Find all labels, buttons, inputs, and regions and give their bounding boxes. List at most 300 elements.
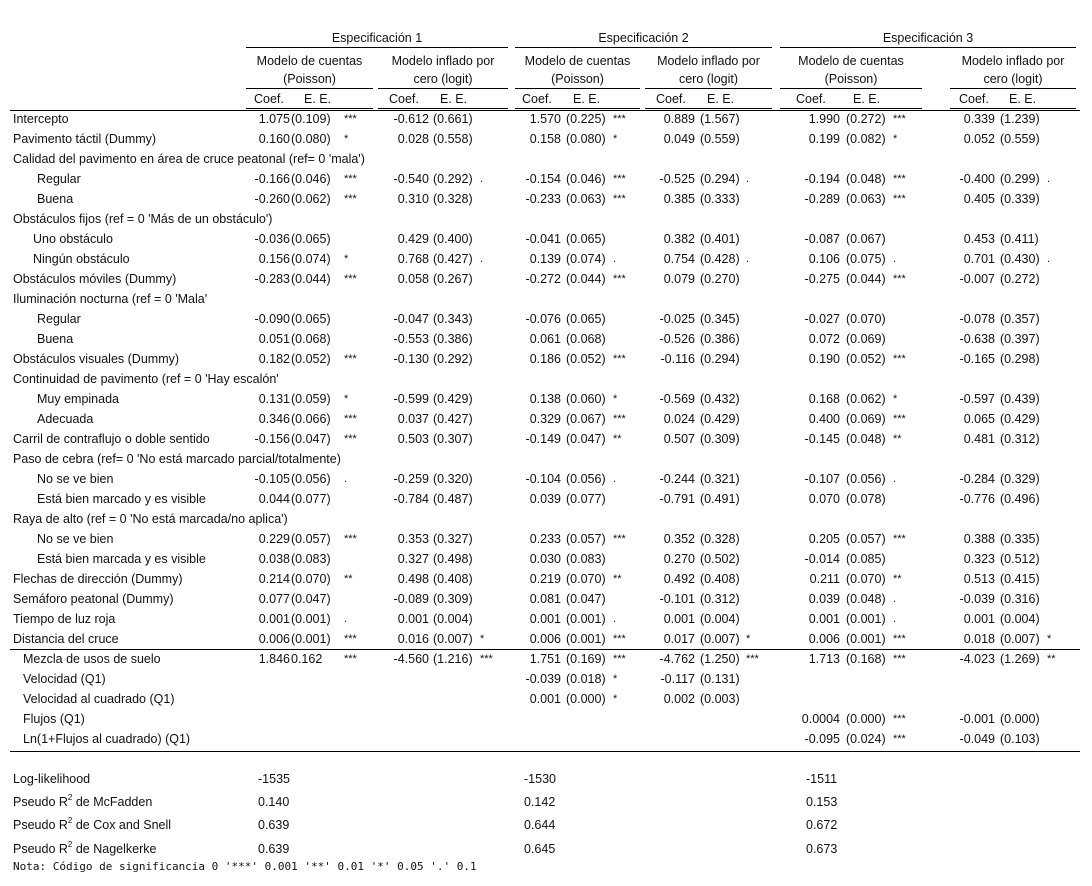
- significance-stars: *: [344, 133, 349, 145]
- coefficient-value: -0.553: [393, 332, 429, 346]
- coefficient-value: -0.116: [660, 352, 695, 366]
- count-model-header: Modelo de cuentas: [798, 54, 904, 68]
- significance-stars: .: [893, 253, 897, 265]
- standard-error-value: (0.082): [846, 132, 886, 146]
- coefficient-value: 0.070: [808, 492, 840, 506]
- coefficient-value: 0.481: [963, 432, 995, 446]
- coefficient-value: -4.762: [659, 652, 695, 666]
- significance-stars: .: [613, 473, 617, 485]
- standard-error-value: (0.339): [1000, 192, 1040, 206]
- row-label: Buena: [37, 332, 74, 346]
- zero-model-subheader: cero (logit): [678, 72, 739, 86]
- standard-error-value: (0.329): [1000, 472, 1040, 486]
- coefficient-value: 0.219: [529, 572, 561, 586]
- standard-error-value: (1.250): [700, 652, 740, 666]
- standard-error-value: (0.070): [846, 572, 886, 586]
- standard-error-value: (0.429): [1000, 412, 1040, 426]
- coefficient-value: 0.001: [663, 612, 695, 626]
- standard-error-value: (0.075): [846, 252, 886, 266]
- standard-error-value: (0.070): [566, 572, 606, 586]
- standard-error-value: (0.491): [700, 492, 740, 506]
- row-label: Buena: [37, 192, 74, 206]
- significance-stars: *: [1047, 633, 1052, 645]
- significance-stars: ***: [893, 533, 906, 545]
- coefficient-value: -0.027: [804, 312, 840, 326]
- standard-error-value: (0.078): [846, 492, 886, 506]
- coefficient-value: -0.047: [393, 312, 429, 326]
- spec-rule: [246, 47, 508, 48]
- standard-error-value: (0.168): [846, 652, 886, 666]
- coefficient-value: 0.039: [808, 592, 840, 606]
- standard-error-value: (0.062): [846, 392, 886, 406]
- standard-error-value: (0.427): [433, 412, 473, 426]
- subheader-rule: [645, 88, 772, 89]
- row-label: Semáforo peatonal (Dummy): [13, 592, 174, 606]
- standard-error-value: (0.074): [566, 252, 606, 266]
- subheader-rule: [950, 88, 1076, 89]
- significance-stars: ***: [893, 633, 906, 645]
- standard-error-value: (0.024): [846, 732, 886, 746]
- significance-stars: *: [893, 393, 898, 405]
- significance-stars: ***: [613, 193, 626, 205]
- standard-error-value: (0.056): [566, 472, 606, 486]
- subheader-rule: [378, 88, 508, 89]
- significance-stars: ***: [893, 173, 906, 185]
- standard-error-value: (0.000): [566, 692, 606, 706]
- coef-column-header: Coef.: [959, 92, 989, 106]
- coefficient-value: -0.014: [804, 552, 840, 566]
- coefficient-value: -0.036: [254, 232, 290, 246]
- spec-rule: [515, 47, 772, 48]
- coefficient-value: -0.791: [659, 492, 695, 506]
- standard-error-value: (0.496): [1000, 492, 1040, 506]
- standard-error-value: (0.292): [433, 172, 473, 186]
- significance-stars: ***: [344, 353, 357, 365]
- standard-error-value: (0.056): [291, 472, 331, 486]
- row-label: No se ve bien: [37, 532, 114, 546]
- significance-stars: ***: [344, 173, 357, 185]
- standard-error-value: (0.044): [846, 272, 886, 286]
- stat-value: -1511: [806, 772, 838, 786]
- coefficient-value: 0.327: [397, 552, 429, 566]
- significance-stars: .: [613, 613, 617, 625]
- standard-error-value: (0.558): [433, 132, 473, 146]
- coefficient-value: 0.168: [808, 392, 840, 406]
- significance-stars: ***: [344, 633, 357, 645]
- coefficient-value: 0.353: [397, 532, 429, 546]
- coefficient-value: 0.030: [529, 552, 561, 566]
- coefficient-value: 0.061: [529, 332, 561, 346]
- stat-value: 0.639: [258, 818, 290, 832]
- coefficient-value: 1.570: [529, 112, 561, 126]
- zero-model-header: Modelo inflado por: [391, 54, 495, 68]
- significance-stars: .: [1047, 173, 1051, 185]
- row-label: Adecuada: [37, 412, 94, 426]
- standard-error-value: (0.047): [566, 592, 606, 606]
- coefficient-value: 0.038: [258, 552, 290, 566]
- covariate-separator-rule: [10, 649, 1080, 650]
- standard-error-value: (0.070): [846, 312, 886, 326]
- standard-error-value: (0.357): [1000, 312, 1040, 326]
- stat-label: Pseudo $R^2$ de Nagelkerke: [13, 840, 157, 856]
- standard-error-value: (0.047): [291, 592, 331, 606]
- count-model-header: Modelo de cuentas: [524, 54, 631, 68]
- row-label: Ningún obstáculo: [33, 252, 130, 266]
- coefficient-value: 0.382: [663, 232, 695, 246]
- table-body-bottom-rule: [10, 751, 1080, 752]
- row-label: Está bien marcada y es visible: [37, 552, 206, 566]
- coefficient-value: -0.076: [525, 312, 561, 326]
- coefficient-value: -0.001: [959, 712, 995, 726]
- standard-error-value: (0.428): [700, 252, 740, 266]
- coefficient-value: -0.007: [959, 272, 995, 286]
- standard-error-value: (0.046): [291, 172, 331, 186]
- coefficient-value: -0.776: [959, 492, 995, 506]
- coefficient-value: 0.077: [258, 592, 290, 606]
- se-column-header: E. E.: [1009, 92, 1037, 106]
- significance-stars: ***: [893, 113, 906, 125]
- coefficient-value: 0.006: [258, 632, 290, 646]
- standard-error-value: (0.069): [846, 332, 886, 346]
- row-label: Carril de contraflujo o doble sentido: [13, 432, 210, 446]
- standard-error-value: (0.083): [291, 552, 331, 566]
- standard-error-value: (0.299): [1000, 172, 1040, 186]
- standard-error-value: (0.487): [433, 492, 473, 506]
- coefficient-value: 0.079: [663, 272, 695, 286]
- standard-error-value: (0.074): [291, 252, 331, 266]
- standard-error-value: (0.312): [700, 592, 740, 606]
- significance-stars: **: [344, 573, 353, 585]
- standard-error-value: (0.065): [566, 232, 606, 246]
- coefficient-value: -0.104: [525, 472, 561, 486]
- standard-error-value: (0.512): [1000, 552, 1040, 566]
- significance-stars: .: [893, 593, 897, 605]
- standard-error-value: (0.070): [291, 572, 331, 586]
- coefficient-value: 0.065: [963, 412, 995, 426]
- stat-label: Pseudo $R^2$ de McFadden: [13, 793, 153, 809]
- count-model-subheader: (Poisson): [551, 72, 604, 86]
- significance-stars: ***: [893, 413, 906, 425]
- stat-value: -1530: [524, 772, 556, 786]
- standard-error-value: (0.080): [291, 132, 331, 146]
- row-label: Raya de alto (ref = 0 'No está marcada/no aplica'): [13, 512, 288, 526]
- coefficient-value: 0.190: [808, 352, 840, 366]
- standard-error-value: (0.327): [433, 532, 473, 546]
- coefficient-value: 1.990: [808, 112, 840, 126]
- significance-stars: ***: [344, 273, 357, 285]
- significance-stars: *: [746, 633, 751, 645]
- coefficient-value: -0.244: [659, 472, 695, 486]
- row-label: Regular: [37, 172, 81, 186]
- standard-error-value: (0.080): [566, 132, 606, 146]
- coefficient-value: 0.139: [529, 252, 561, 266]
- se-column-header: E. E.: [440, 92, 468, 106]
- zero-model-subheader: cero (logit): [413, 72, 473, 86]
- standard-error-value: (0.003): [700, 692, 740, 706]
- standard-error-value: (0.052): [566, 352, 606, 366]
- coefficient-value: -0.597: [959, 392, 995, 406]
- row-label: Iluminación nocturna (ref = 0 'Mala': [13, 292, 208, 306]
- standard-error-value: (0.069): [846, 412, 886, 426]
- significance-stars: *: [613, 393, 618, 405]
- standard-error-value: (0.320): [433, 472, 473, 486]
- coefficient-value: -0.105: [254, 472, 290, 486]
- coefficient-value: 0.498: [397, 572, 429, 586]
- standard-error-value: (0.328): [700, 532, 740, 546]
- coefficient-value: 0.186: [529, 352, 561, 366]
- standard-error-value: (0.056): [846, 472, 886, 486]
- standard-error-value: (0.430): [1000, 252, 1040, 266]
- standard-error-value: (0.000): [1000, 712, 1040, 726]
- coefficient-value: 0.049: [663, 132, 695, 146]
- coefficient-value: 0.156: [258, 252, 290, 266]
- standard-error-value: (0.333): [700, 192, 740, 206]
- significance-stars: .: [746, 253, 750, 265]
- standard-error-value: (0.044): [291, 272, 331, 286]
- coefficient-value: 0.754: [663, 252, 695, 266]
- row-label: Obstáculos móviles (Dummy): [13, 272, 177, 286]
- coefficient-value: 0.352: [663, 532, 695, 546]
- significance-stars: **: [613, 573, 622, 585]
- coefficient-value: -0.599: [393, 392, 429, 406]
- spec-title: Especificación 1: [331, 31, 423, 45]
- coefficient-value: -0.260: [254, 192, 290, 206]
- standard-error-value: (0.048): [846, 592, 886, 606]
- coefficient-value: 0.768: [397, 252, 429, 266]
- row-label: Pavimento táctil (Dummy): [13, 132, 157, 146]
- significance-stars: *: [613, 673, 618, 685]
- coefficient-value: 0.158: [529, 132, 561, 146]
- coefficient-value: 0.072: [808, 332, 840, 346]
- significance-stars: ***: [344, 653, 357, 665]
- zero-model-header: Modelo inflado por: [657, 54, 760, 68]
- stat-value: -1535: [258, 772, 290, 786]
- stat-value: 0.639: [258, 842, 290, 856]
- standard-error-value: (1.269): [1000, 652, 1040, 666]
- coefficient-value: 0.507: [663, 432, 695, 446]
- significance-stars: ***: [893, 733, 906, 745]
- count-model-subheader: (Poisson): [824, 72, 878, 86]
- coef-column-header: Coef.: [796, 92, 826, 106]
- standard-error-value: (0.067): [846, 232, 886, 246]
- coefficient-value: 0.160: [258, 132, 290, 146]
- standard-error-value: (1.216): [433, 652, 473, 666]
- standard-error-value: (0.321): [700, 472, 740, 486]
- column-header-rule: [515, 108, 640, 109]
- coefficient-value: 0.001: [963, 612, 995, 626]
- stat-value: 0.644: [524, 818, 556, 832]
- significance-stars: **: [893, 433, 902, 445]
- standard-error-value: (0.047): [291, 432, 331, 446]
- coefficient-value: 0.024: [663, 412, 695, 426]
- coefficient-value: -0.039: [525, 672, 561, 686]
- standard-error-value: (1.239): [1000, 112, 1040, 126]
- coefficient-value: 0.001: [397, 612, 429, 626]
- row-label: Flujos (Q1): [23, 712, 85, 726]
- significance-note: Nota: Código de significancia 0 '***' 0.001 '**' 0.01 '*' 0.05 '.' 0.1: [13, 860, 477, 873]
- coefficient-value: 0.503: [397, 432, 429, 446]
- standard-error-value: (0.066): [291, 412, 331, 426]
- significance-stars: ***: [893, 193, 906, 205]
- standard-error-value: (0.001): [291, 632, 331, 646]
- coefficient-value: -0.289: [804, 192, 840, 206]
- stat-value: 0.673: [806, 842, 838, 856]
- standard-error-value: (0.429): [700, 412, 740, 426]
- coefficient-value: 0.229: [258, 532, 290, 546]
- coefficient-value: -0.107: [804, 472, 840, 486]
- significance-stars: .: [480, 253, 484, 265]
- row-label: Distancia del cruce: [13, 632, 119, 646]
- se-column-header: E. E.: [573, 92, 601, 106]
- row-label: Flechas de dirección (Dummy): [13, 572, 183, 586]
- standard-error-value: (0.044): [566, 272, 606, 286]
- row-label: Ln(1+Flujos al cuadrado) (Q1): [23, 732, 191, 746]
- significance-stars: ***: [613, 653, 626, 665]
- coefficient-value: -0.784: [393, 492, 429, 506]
- coefficient-value: -0.166: [254, 172, 290, 186]
- significance-stars: .: [893, 473, 897, 485]
- significance-stars: **: [893, 573, 902, 585]
- standard-error-value: (0.047): [566, 432, 606, 446]
- coefficient-value: 0.138: [529, 392, 561, 406]
- standard-error-value: (0.661): [433, 112, 473, 126]
- standard-error-value: (0.272): [846, 112, 886, 126]
- coef-column-header: Coef.: [522, 92, 552, 106]
- coefficient-value: 0.205: [808, 532, 840, 546]
- significance-stars: ***: [893, 653, 906, 665]
- coefficient-value: 0.017: [663, 632, 695, 646]
- row-label: Velocidad (Q1): [23, 672, 106, 686]
- coefficient-value: -0.272: [525, 272, 561, 286]
- coefficient-value: -0.041: [525, 232, 561, 246]
- standard-error-value: (0.502): [700, 552, 740, 566]
- standard-error-value: (0.427): [433, 252, 473, 266]
- spec-rule: [780, 47, 1076, 48]
- coefficient-value: -0.400: [959, 172, 995, 186]
- significance-stars: ***: [480, 653, 493, 665]
- standard-error-value: (0.298): [1000, 352, 1040, 366]
- coefficient-value: 0.339: [963, 112, 995, 126]
- coefficient-value: 0.039: [529, 492, 561, 506]
- standard-error-value: (0.007): [1000, 632, 1040, 646]
- coefficient-value: 0.037: [397, 412, 429, 426]
- coefficient-value: -0.156: [254, 432, 290, 446]
- stat-value: 0.672: [806, 818, 838, 832]
- row-label: Muy empinada: [37, 392, 119, 406]
- significance-stars: .: [480, 173, 484, 185]
- standard-error-value: (0.294): [700, 352, 740, 366]
- coefficient-value: -0.130: [393, 352, 429, 366]
- significance-stars: ***: [613, 413, 626, 425]
- significance-stars: *: [344, 253, 349, 265]
- significance-stars: ***: [613, 113, 626, 125]
- standard-error-value: (0.018): [566, 672, 606, 686]
- coefficient-value: -0.090: [254, 312, 290, 326]
- significance-stars: ***: [344, 193, 357, 205]
- standard-error-value: (0.062): [291, 192, 331, 206]
- standard-error-value: (0.063): [846, 192, 886, 206]
- significance-stars: .: [613, 253, 617, 265]
- stat-value: 0.140: [258, 795, 290, 809]
- standard-error-value: (0.169): [566, 652, 606, 666]
- standard-error-value: (0.270): [700, 272, 740, 286]
- coefficient-value: -0.525: [659, 172, 695, 186]
- standard-error-value: (0.307): [433, 432, 473, 446]
- count-model-header: Modelo de cuentas: [256, 54, 363, 68]
- standard-error-value: (0.328): [433, 192, 473, 206]
- coefficient-value: -0.526: [659, 332, 695, 346]
- significance-stars: ***: [613, 173, 626, 185]
- standard-error-value: (0.401): [700, 232, 740, 246]
- significance-stars: *: [893, 133, 898, 145]
- standard-error-value: 0.162: [291, 652, 323, 666]
- standard-error-value: (0.498): [433, 552, 473, 566]
- coefficient-value: 0.001: [258, 612, 290, 626]
- standard-error-value: (0.103): [1000, 732, 1040, 746]
- column-header-rule: [645, 108, 772, 109]
- standard-error-value: (0.057): [291, 532, 331, 546]
- coefficient-value: -4.023: [959, 652, 995, 666]
- coefficient-value: 0.131: [258, 392, 290, 406]
- row-label: Calidad del pavimento en área de cruce peatonal (ref= 0 'mala'): [13, 152, 365, 166]
- coefficient-value: 0.323: [963, 552, 995, 566]
- coefficient-value: -0.087: [804, 232, 840, 246]
- stat-value: 0.153: [806, 795, 838, 809]
- standard-error-value: (0.067): [566, 412, 606, 426]
- subheader-rule: [246, 88, 373, 89]
- standard-error-value: (0.004): [433, 612, 473, 626]
- coefficient-value: 0.310: [397, 192, 429, 206]
- standard-error-value: (0.400): [433, 232, 473, 246]
- count-model-subheader: (Poisson): [283, 72, 336, 86]
- row-label: Uno obstáculo: [33, 232, 113, 246]
- coefficient-value: 0.429: [397, 232, 429, 246]
- column-header-rule: [246, 108, 373, 109]
- standard-error-value: (0.052): [291, 352, 331, 366]
- coef-column-header: Coef.: [656, 92, 686, 106]
- row-label: No se ve bien: [37, 472, 114, 486]
- standard-error-value: (0.007): [700, 632, 740, 646]
- stat-value: 0.142: [524, 795, 556, 809]
- standard-error-value: (0.386): [700, 332, 740, 346]
- coefficient-value: 0.233: [529, 532, 561, 546]
- standard-error-value: (0.057): [566, 532, 606, 546]
- coefficient-value: 0.329: [529, 412, 561, 426]
- zero-model-subheader: cero (logit): [983, 72, 1043, 86]
- significance-stars: ***: [893, 273, 906, 285]
- coefficient-value: -0.612: [393, 112, 429, 126]
- standard-error-value: (0.386): [433, 332, 473, 346]
- standard-error-value: (0.060): [566, 392, 606, 406]
- subheader-rule: [780, 88, 922, 89]
- coefficient-value: 0.889: [663, 112, 695, 126]
- coefficient-value: 0.006: [529, 632, 561, 646]
- coefficient-value: -0.540: [393, 172, 429, 186]
- standard-error-value: (1.567): [700, 112, 740, 126]
- coefficient-value: 1.751: [529, 652, 561, 666]
- standard-error-value: (0.065): [566, 312, 606, 326]
- standard-error-value: (0.432): [700, 392, 740, 406]
- standard-error-value: (0.059): [291, 392, 331, 406]
- significance-stars: **: [613, 433, 622, 445]
- coefficient-value: 0.388: [963, 532, 995, 546]
- standard-error-value: (0.131): [700, 672, 740, 686]
- coefficient-value: -0.275: [804, 272, 840, 286]
- se-column-header: E. E.: [707, 92, 735, 106]
- coefficient-value: 0.0004: [801, 712, 840, 726]
- standard-error-value: (0.272): [1000, 272, 1040, 286]
- column-header-rule: [950, 108, 1076, 109]
